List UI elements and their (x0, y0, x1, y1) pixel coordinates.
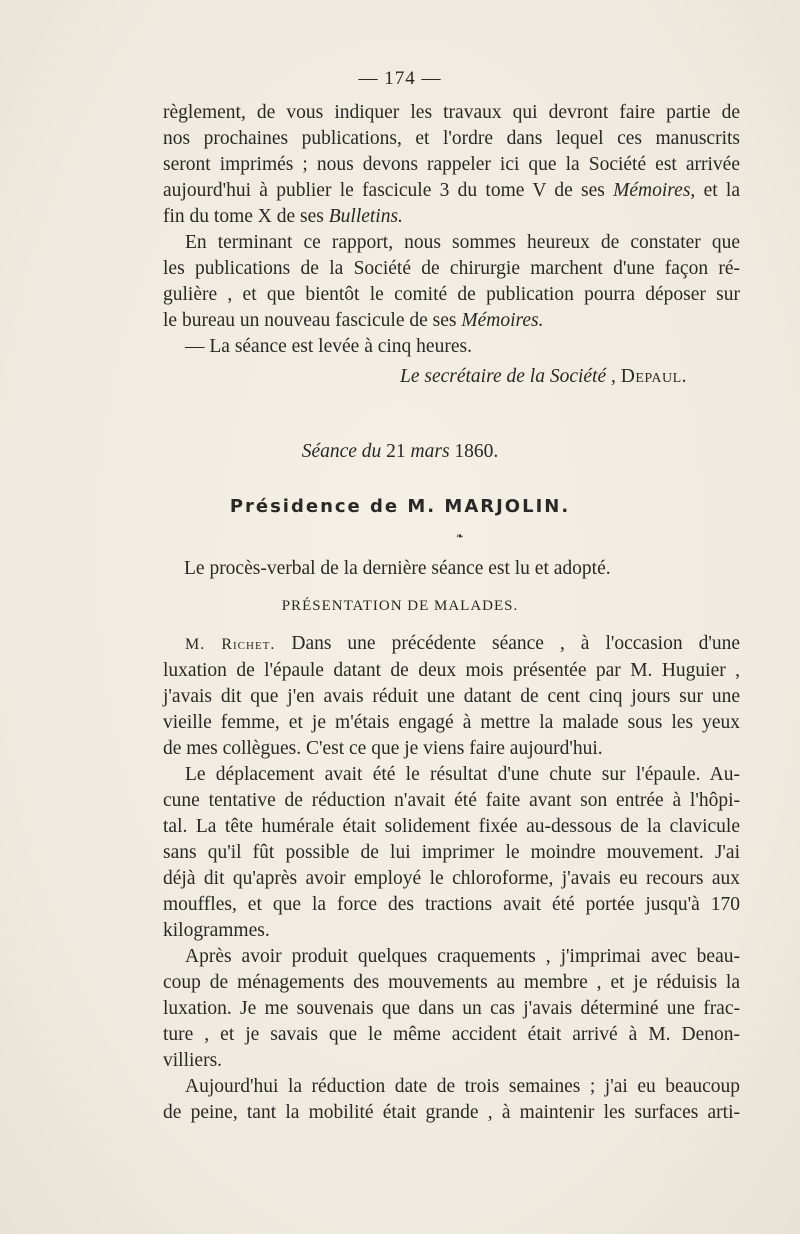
text-line: de peine, tant la mobilité était grande , à maintenir les surfaces arti- (163, 1102, 740, 1123)
section-title: PRÉSENTATION DE MALADES. (281, 598, 519, 614)
text-segment: Dans une précédente séance , à l'occasion d'une (275, 633, 740, 654)
text-line: mouffles, et que la force des tractions avait été portée jusqu'à 170 (163, 894, 740, 915)
memoires-italic: Mémoires. (461, 310, 544, 331)
text-line: coup de ménagements des mouvements au membre , et je réduisis la (163, 972, 740, 993)
presidency-heading: Présidence de M. MARJOLIN. (229, 496, 571, 517)
text-line: gulière , et que bientôt le comité de publication pourra déposer sur (163, 284, 740, 305)
text-line: j'avais dit que j'en avais réduit une datant de cent cinq jours sur une (163, 686, 740, 707)
text-line: règlement, de vous indiquer les travaux qui devront faire partie de (163, 102, 740, 123)
bulletins-italic: Bulletins. (328, 206, 403, 227)
text-line (163, 204, 740, 230)
text-line: villiers. (163, 1050, 223, 1071)
text-line: luxation de l'épaule datant de deux mois présentée par M. Huguier , (163, 660, 740, 681)
text-line: seront imprimés ; nous devons rappeler ici que la Société est arrivée (163, 154, 740, 175)
after-paragraph (163, 944, 740, 1074)
closing-paragraph (163, 230, 740, 334)
text-line: En terminant ce rapport, nous sommes heureux de constater que (185, 232, 740, 253)
signature (400, 366, 687, 388)
signature-role: Le secrétaire de la Société (400, 366, 607, 387)
page-number: — 174 — (358, 68, 442, 89)
report-text (163, 100, 740, 360)
speaker-name: M. Richet. (185, 636, 276, 653)
minutes-statement: Le procès-verbal de la dernière séance est lu et adopté. (184, 558, 611, 579)
text-line: tal. La tête humérale était solidement fixée au-dessous de la clavicule (163, 816, 740, 837)
session-prefix: Séance du (301, 441, 387, 462)
ornament-icon: ❧ (456, 531, 464, 541)
session-day: 21 (386, 441, 406, 462)
text-segment: fin du tome X de ses (163, 206, 329, 227)
text-line: vieille femme, et je m'étais engagé à mettre la malade sous les yeux (163, 712, 740, 733)
text-line: luxation. Je me souvenais que dans un cas j'avais déterminé une frac- (163, 998, 740, 1019)
text-line (163, 308, 740, 334)
text-line: Le déplacement avait été le résultat d'une chute sur l'épaule. Au- (185, 764, 740, 785)
text-line: kilogrammes. (163, 920, 270, 941)
text-segment: aujourd'hui à publier le fascicule 3 du tome V de ses (163, 180, 614, 201)
adjourn-line: — La séance est levée à cinq heures. (185, 336, 472, 357)
signature-name: Depaul. (620, 366, 688, 387)
text-line: déjà dit qu'après avoir employé le chloroforme, j'avais eu recours aux (163, 868, 740, 889)
session-month: mars (405, 441, 455, 462)
session-heading (0, 441, 800, 463)
text-line: Aujourd'hui la réduction date de trois semaines ; j'ai eu beaucoup (185, 1076, 740, 1097)
displacement-paragraph (163, 762, 740, 944)
richet-text (163, 631, 740, 1126)
text-line: les publications de la Société de chirurgie marchent d'une façon ré- (163, 258, 740, 279)
text-line: sans qu'il fût possible de lui imprimer le moindre mouvement. J'ai (163, 842, 740, 863)
text-segment: et la (695, 180, 740, 201)
text-line: ture , et je savais que le même accident était arrivé à M. Denon- (163, 1024, 740, 1045)
today-paragraph (163, 1074, 740, 1126)
text-line (163, 178, 740, 204)
top-paragraph (163, 100, 740, 230)
text-line (163, 631, 740, 658)
text-line: cune tentative de réduction n'avait été faite avant son entrée à l'hôpi- (163, 790, 740, 811)
signature-separator: , (606, 366, 621, 387)
text-line: Après avoir produit quelques craquements , j'imprimai avec beau- (185, 946, 740, 967)
text-line: nos prochaines publications, et l'ordre dans lequel ces manuscrits (163, 128, 740, 149)
memoires-italic: Mémoires, (613, 180, 696, 201)
richet-paragraph (163, 631, 740, 762)
text-segment: le bureau un nouveau fascicule de ses (163, 310, 462, 331)
session-year: 1860. (454, 441, 499, 462)
text-line: de mes collègues. C'est ce que je viens faire aujourd'hui. (163, 738, 603, 759)
